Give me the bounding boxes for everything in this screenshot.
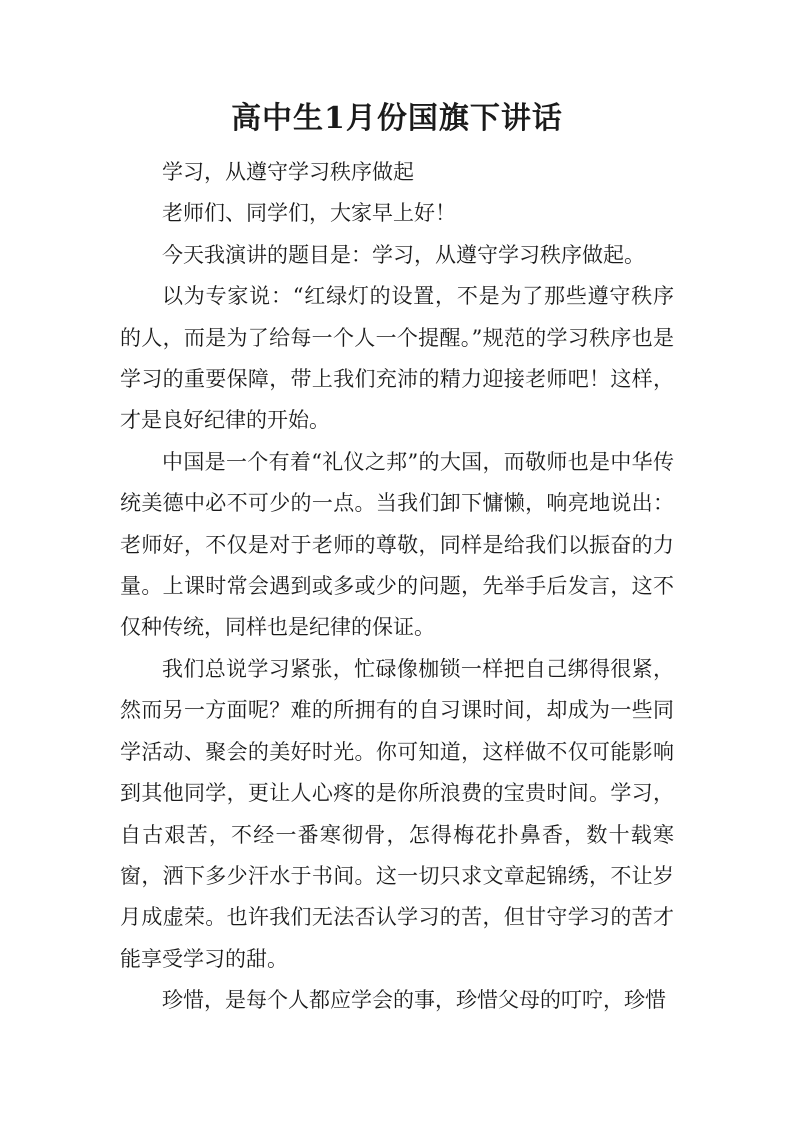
paragraph-subtitle: 学习，从遵守学习秩序做起 [162, 160, 414, 184]
paragraph-respect-teachers: 中国是一个有着“礼仪之邦”的大国，而敬师也是中华传统美德中必不可少的一点。当我们卸下慵懒，响亮地说出：老师好，不仅是对于老师的尊敬，同样是给我们以振奋的力量。上课时常会遇到或多或少的问题，先举手后发言，这不仅种传统，同样也是纪律的保证。 [120, 449, 674, 640]
paragraph-study-time: 我们总说学习紧张，忙碌像枷锁一样把自己绑得很紧，然而另一方面呢？难的所拥有的自习课时间，却成为一些同学活动、聚会的美好时光。你可知道，这样做不仅可能影响到其他同学，更让人心疼的是你所浪费的宝贵时间。学习，自古艰苦，不经一番寒彻骨，怎得梅花扑鼻香，数十载寒窗，洒下多少汗水于书间。这一切只求文章起锦绣，不让岁月成虚荣。也许我们无法否认学习的苦，但甘守学习的苦才能享受学习的甜。 [120, 656, 674, 971]
paragraph-topic: 今天我演讲的题目是：学习，从遵守学习秩序做起。 [162, 242, 645, 267]
paragraph-cherish: 珍惜，是每个人都应学会的事，珍惜父母的叮咛，珍惜 [162, 988, 666, 1013]
document-title: 高中生1月份国旗下讲话 [231, 101, 563, 136]
document-body [120, 152, 674, 1022]
paragraph-greeting: 老师们、同学们，大家早上好！ [162, 201, 456, 226]
paragraph-traffic-light: 以为专家说：“红绿灯的设置，不是为了那些遵守秩序的人，而是为了给每一个人一个提醒。”规范的学习秩序也是学习的重要保障，带上我们充沛的精力迎接老师吧！这样，才是良好纪律的开始。 [120, 284, 674, 433]
